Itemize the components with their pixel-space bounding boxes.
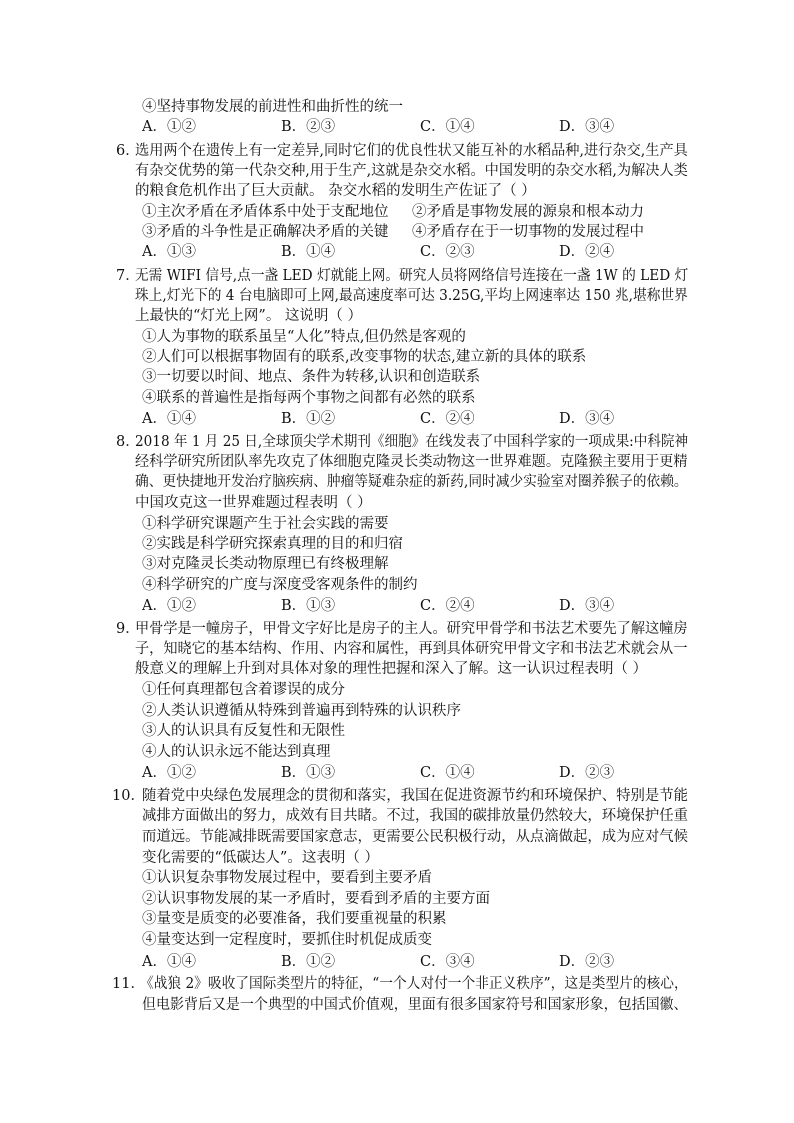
q9-statement-2: ②人类认识遵循从特殊到普遍再到特殊的认识秩序 [142, 703, 461, 719]
q9-stem-line-1: 甲骨学是一幢房子，甲骨文字好比是房子的主人。研究甲骨学和书法艺术要先了解这幢房 [135, 621, 688, 637]
q11-stem-line-1: 《战狼 2》吸收了国际类型片的特征，“一个人对付一个非正义秩序”，这是类型片的核心， [140, 976, 688, 992]
q10-option-b: B．①② [281, 954, 336, 970]
q10-statement-4: ④量变达到一定程度时，要抓住时机促成质变 [142, 932, 432, 948]
q6-number: 6． [116, 143, 140, 159]
q8-statement-2: ②实践是科学研究探索真理的目的和归宿 [142, 536, 403, 552]
q5-option-a: A．①② [142, 119, 196, 135]
q7-option-a: A．①④ [142, 411, 196, 427]
q8-option-d: D．③④ [559, 598, 615, 614]
q7-statement-1: ①人为事物的联系虽呈“人化”特点,但仍然是客观的 [142, 329, 466, 345]
q9-stem-line-3: 般意义的理解上升到对具体对象的理性把握和深入了解。这一认识过程表明（ ） [135, 661, 648, 677]
q7-option-b: B．①② [281, 411, 336, 427]
q10-number: 10． [112, 788, 145, 804]
q5-statement-4: ④坚持事物发展的前进性和曲折性的统一 [142, 99, 403, 115]
q7-statement-3: ③一切要以时间、地点、条件为转移,认识和创造联系 [142, 369, 481, 385]
q8-statement-4: ④科学研究的广度与深度受客观条件的制约 [142, 577, 418, 593]
q10-stem-line-1: 随着党中央绿色发展理念的贯彻和落实，我国在促进资源节约和环境保护、特别是节能 [142, 788, 688, 804]
q6-option-d: D．②④ [559, 244, 615, 260]
q10-option-a: A．①④ [142, 954, 196, 970]
q7-statement-2: ②人们可以根据事物固有的联系,改变事物的状态,建立新的具体的联系 [142, 349, 587, 365]
q5-option-d: D．③④ [559, 119, 615, 135]
q8-option-b: B．①③ [281, 598, 336, 614]
q10-option-d: D．②③ [559, 954, 615, 970]
q9-statement-4: ④人的认识永远不能达到真理 [142, 744, 331, 760]
q6-stem-line-1: 选用两个在遗传上有一定差异,同时它们的优良性状又能互补的水稻品种,进行杂交,生产具 [135, 143, 688, 159]
q10-option-c: C．③④ [420, 954, 475, 970]
q8-option-c: C．②④ [420, 598, 475, 614]
q10-statement-3: ③量变是质变的必要准备，我们要重视量的积累 [142, 911, 447, 927]
q10-stem-line-3: 而道远。节能减排既需要国家意志，更需要公民积极行动，从点滴做起，成为应对气候 [142, 829, 688, 845]
q6-statement-3: ③矛盾的斗争性是正确解决矛盾的关键 [142, 224, 389, 240]
q6-option-c: C．②③ [420, 244, 475, 260]
q7-number: 7． [116, 268, 140, 284]
q8-stem-line-2: 经科学研究所团队率先攻克了体细胞克隆灵长类动物这一世界难题。克隆猴主要用于更精 [135, 454, 688, 470]
q10-stem-line-2: 减排方面做出的努力，成效有目共睹。不过，我国的碳排放量仍然较大，环境保护任重 [142, 808, 688, 824]
q6-statement-4: ④矛盾存在于一切事物的发展过程中 [412, 224, 644, 240]
q7-stem-line-3: 上最快的“灯光上网”。 这说明（ ） [135, 308, 363, 324]
q6-stem-line-3: 的粮食危机作出了巨大贡献。 杂交水稻的发明生产佐证了（ ） [135, 183, 536, 199]
q9-statement-3: ③人的认识具有反复性和无限性 [142, 723, 345, 739]
q9-number: 9． [116, 621, 140, 637]
q9-option-b: B．①③ [281, 765, 336, 781]
q8-statement-3: ③对克隆灵长类动物原理已有终极理解 [142, 556, 389, 572]
q8-stem-line-1: 2018 年 1 月 25 日,全球顶尖学术期刊《细胞》在线发表了中国科学家的一项成果:中科院神 [135, 434, 689, 450]
q8-stem-line-4: 中国攻克这一世界难题过程表明（ ） [135, 495, 372, 511]
q9-option-d: D．②③ [559, 765, 615, 781]
q9-option-a: A．①② [142, 765, 196, 781]
q6-option-b: B．①④ [281, 244, 336, 260]
q10-statement-2: ②认识事物发展的某一矛盾时，要看到矛盾的主要方面 [142, 891, 490, 907]
q7-option-d: D．③④ [559, 411, 615, 427]
q7-statement-4: ④联系的普遍性是指每两个事物之间都有必然的联系 [142, 390, 476, 406]
q6-option-a: A．①③ [142, 244, 196, 260]
q7-option-c: C．②④ [420, 411, 475, 427]
q10-statement-1: ①认识复杂事物发展过程中，要看到主要矛盾 [142, 870, 432, 886]
q8-number: 8． [116, 434, 140, 450]
q9-stem-line-2: 子，知晓它的基本结构、作用、内容和属性，再到具体研究甲骨文字和书法艺术就会从一 [135, 641, 688, 657]
q8-stem-line-3: 确、更快捷地开发治疗脑疾病、肿瘤等疑难杂症的新药,同时减少实验室对圈养猴子的依赖。 [135, 474, 688, 490]
q7-stem-line-1: 无需 WIFI 信号,点一盏 LED 灯就能上网。研究人员将网络信号连接在一盏 1W 的 LED 灯 [135, 268, 689, 284]
q10-stem-line-4: 变化需要的“低碳达人”。这表明（ ） [142, 850, 379, 866]
q5-option-b: B．②③ [281, 119, 336, 135]
q6-statement-2: ②矛盾是事物发展的源泉和根本动力 [412, 204, 644, 220]
q5-option-c: C．①④ [420, 119, 475, 135]
q11-number: 11． [112, 976, 145, 992]
q8-option-a: A．①② [142, 598, 196, 614]
q9-statement-1: ①任何真理都包含着谬误的成分 [142, 682, 345, 698]
q6-stem-line-2: 有杂交优势的第一代杂交种,用于生产,这就是杂交水稻。中国发明的杂交水稻,为解决人类 [135, 163, 688, 179]
q8-statement-1: ①科学研究课题产生于社会实践的需要 [142, 516, 389, 532]
q7-stem-line-2: 珠上,灯光下的 4 台电脑即可上网,最高速度率可达 3.25G,平均上网速率达 150 兆,堪称世界 [135, 288, 688, 304]
q6-statement-1: ①主次矛盾在矛盾体系中处于支配地位 [142, 204, 389, 220]
q9-option-c: C．①④ [420, 765, 475, 781]
q11-stem-line-2: 但电影背后又是一个典型的中国式价值观，里面有很多国家符号和国家形象，包括国徽、 [142, 997, 688, 1013]
